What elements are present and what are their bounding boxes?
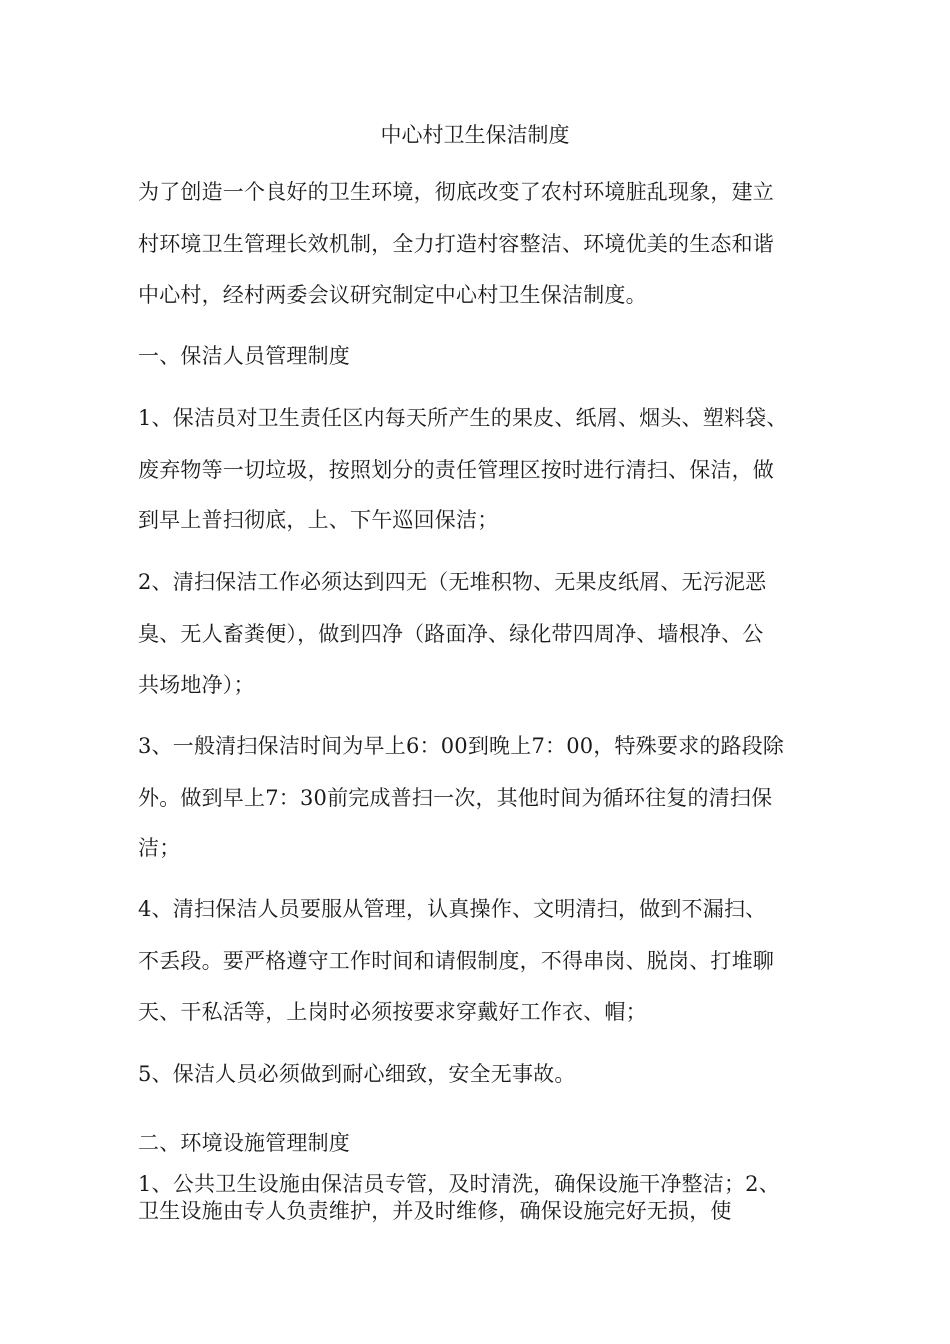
intro-line: 为了创造一个良好的卫生环境，彻底改变了农村环境脏乱现象，建立: [138, 180, 774, 204]
paragraph-line: 天、干私活等，上岗时必须按要求穿戴好工作衣、帽；: [138, 1000, 647, 1024]
paragraph-line: 1、公共卫生设施由保洁员专管，及时清洗，确保设施干净整洁；2、: [138, 1172, 780, 1196]
section-heading: 二、环境设施管理制度: [138, 1131, 350, 1155]
paragraph-line: 洁；: [138, 836, 181, 860]
paragraph-line: 1、保洁员对卫生责任区内每天所产生的果皮、纸屑、烟头、塑料袋、: [138, 406, 788, 430]
paragraph-line: 5、保洁人员必须做到耐心细致，安全无事故。: [138, 1062, 576, 1086]
document-title: 中心村卫生保洁制度: [380, 123, 570, 147]
paragraph-line: 臭、无人畜粪便），做到四净（路面净、绿化带四周净、墙根净、公: [138, 622, 764, 646]
intro-line: 中心村，经村两委会议研究制定中心村卫生保洁制度。: [138, 283, 647, 307]
paragraph-line: 3、一般清扫保洁时间为早上6：00到晚上7：00，特殊要求的路段除: [138, 734, 785, 758]
section-heading: 一、保洁人员管理制度: [138, 344, 350, 368]
paragraph-line: 2、清扫保洁工作必须达到四无（无堆积物、无果皮纸屑、无污泥恶: [138, 570, 767, 594]
paragraph-line: 到早上普扫彻底，上、下午巡回保洁；: [138, 508, 499, 532]
paragraph-line: 卫生设施由专人负责维护，并及时维修，确保设施完好无损，使: [138, 1199, 732, 1223]
paragraph-line: 4、清扫保洁人员要服从管理，认真操作、文明清扫，做到不漏扫、: [138, 897, 767, 921]
paragraph-line: 废弃物等一切垃圾，按照划分的责任管理区按时进行清扫、保洁，做: [138, 458, 774, 482]
paragraph-line: 外。做到早上7：30前完成普扫一次，其他时间为循环往复的清扫保: [138, 786, 773, 810]
paragraph-line: 共场地净）；: [138, 673, 255, 697]
intro-line: 村环境卫生管理长效机制，全力打造村容整洁、环境优美的生态和谐: [138, 232, 774, 256]
paragraph-line: 不丢段。要严格遵守工作时间和请假制度，不得串岗、脱岗、打堆聊: [138, 949, 774, 973]
